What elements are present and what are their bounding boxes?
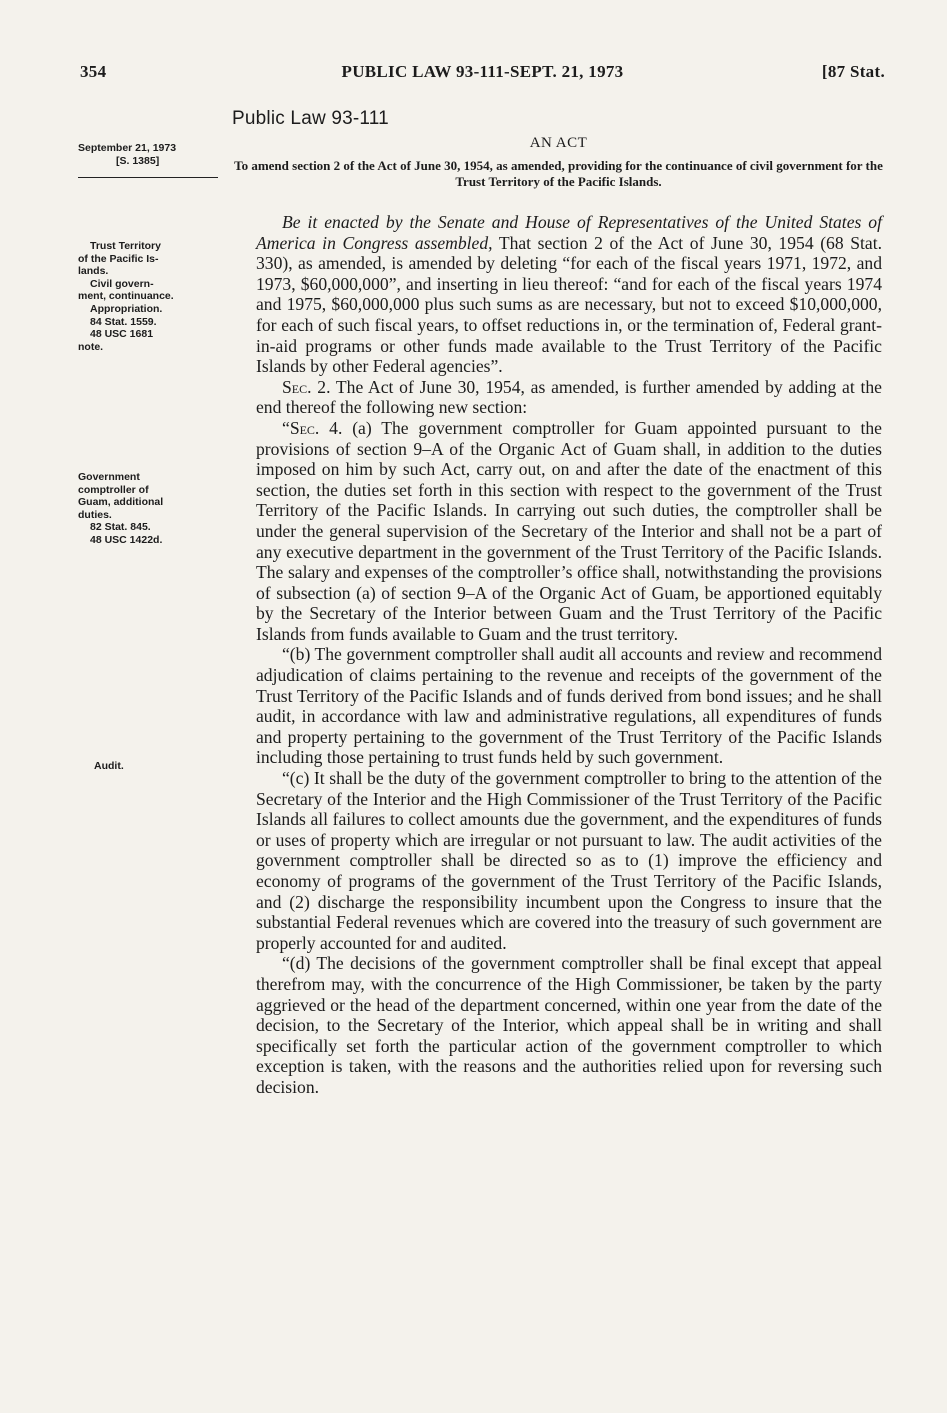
enactment-date: September 21, 1973 <box>78 142 177 154</box>
margin-note-line: Audit. <box>94 760 124 772</box>
an-act-heading: AN ACT <box>529 135 588 151</box>
margin-note-line: 48 USC 1681 <box>90 328 154 341</box>
act-caption: To amend section 2 of the Act of June 30, 1954, as amended, providing for the continuance of civil government for the Trust Territory of the Pacific Islands. <box>234 158 883 189</box>
margin-note-line: Civil govern- <box>90 277 154 290</box>
margin-note-trust-territory <box>78 240 218 353</box>
margin-note-line: 48 USC 1422d. <box>90 533 163 546</box>
act-body <box>256 212 882 1098</box>
section-2-text: The Act of June 30, 1954, as amended, is further amended by adding at the end thereof the following new section: <box>256 376 882 418</box>
margin-note-line: Trust Territory <box>90 240 161 252</box>
margin-note-line: Government <box>78 471 140 483</box>
section-2-paragraph <box>256 377 882 418</box>
date-divider <box>78 177 218 178</box>
section-4c-paragraph: “(c) It shall be the duty of the government comptroller to bring to the attention of the Secretary of the Interior and the High Commissioner of the Trust Territory of the Pacific Islands all failures to collect amounts due the government, and the expenditures of funds or uses of property which are irregular or not pursuant to law. The audit activities of the government comptroller shall be directed so as to (1) improve the efficiency and economy of programs of the government of the Trust Territory of the Pacific Islands, and (2) discharge the responsibility incumbent upon the Congress to insure that the substantial Federal revenues which are covered into the treasury of such government are properly accounted for and audited. <box>256 768 882 953</box>
enacting-clause: Be it enacted by the Senate and House of Representatives of the United States of America in Congress assembled, <box>256 212 882 253</box>
section-4b-paragraph: “(b) The government comptroller shall audit all accounts and review and recommend adjudication of claims pertaining to the revenue and receipts of the government of the Trust Territory of the Pacific Islands and of funds derived from bond issues; and he shall audit, in accordance with law and administrative regulations, all expenditures of funds and property pertaining to the government of the Trust Territory of the Pacific Islands including those pertaining to trust funds held by such government. <box>256 644 882 768</box>
margin-note-audit <box>94 760 234 773</box>
section-4-open-quote: “ <box>282 417 290 438</box>
running-title: PUBLIC LAW 93-111-SEPT. 21, 1973 <box>341 62 624 81</box>
section-4a-paragraph <box>256 418 882 645</box>
margin-note-line: note. <box>78 340 104 353</box>
section-4-label: Sec. 4. <box>289 417 343 438</box>
law-name: Public Law 93-111 <box>232 108 389 129</box>
section-4d-paragraph: “(d) The decisions of the government comptroller shall be final except that appeal therefrom may, with the concurrence of the High Commissioner, be taken by the party aggrieved or the head of the department concerned, within one year from the date of the decision, to the Secretary of the Interior, which appeal shall be in writing and shall specifically set forth the particular action of the government comptroller to which exception is taken, with the reasons and the authorities relied upon for reversing such decision. <box>256 953 882 1097</box>
margin-note-line: of the Pacific Is- <box>78 252 159 265</box>
margin-note-line: 84 Stat. 1559. <box>90 315 157 328</box>
margin-note-line: 82 Stat. 845. <box>90 521 151 534</box>
margin-note-line: lands. <box>78 265 109 278</box>
statute-volume: [87 Stat. <box>821 62 885 81</box>
margin-note-line: comptroller of <box>78 483 149 496</box>
margin-note-line: Guam, additional <box>78 496 164 509</box>
margin-note-line: ment, continuance. <box>78 290 174 303</box>
bill-number: [S. 1385] <box>116 155 160 167</box>
enacting-paragraph <box>256 212 882 377</box>
section-1-text: That section 2 of the Act of June 30, 1954 (68 Stat. 330), as amended, is amended by deleting “for each of the fiscal years 1971, 1972, and 1973, $60,000,000”, and inserting in lieu thereof: “and for each of the fiscal years 1974 and 1975, $60,000,000 plus such sums as are necessary, but not to exceed $10,000,000, for each of such fiscal years, to offset reductions in, or the termination of, Federal grant-in-aid programs or other funds made available to the Trust Territory of the Pacific Islands by other Federal agencies”. <box>256 232 882 377</box>
date-note <box>78 142 218 168</box>
page-number: 354 <box>80 62 107 81</box>
margin-note-line: Appropriation. <box>90 302 163 315</box>
section-4a-text: (a) The government comptroller for Guam appointed pursuant to the provisions of section 9–A of the Organic Act of Guam shall, in addition to the duties imposed on him by such Act, carry out, on and after the date of the enactment of this section, the duties set forth in this section with respect to the government of the Trust Territory of the Pacific Islands. In carrying out such duties, the comptroller shall be under the general supervision of the Secretary of the Interior and shall not be a part of any executive department in the government of the Trust Territory of the Pacific Islands. The salary and expenses of the comptroller’s office shall, notwithstanding the provisions of subsection (a) of section 9–A of the Organic Act of Guam, be apportioned equitably by the Secretary of the Interior between Guam and the Trust Territory of the Pacific Islands from funds available to Guam and the trust territory. <box>256 417 882 644</box>
margin-note-comptroller <box>78 471 218 547</box>
page-header <box>80 62 885 86</box>
section-2-label: Sec. 2. <box>282 376 331 397</box>
margin-note-line: duties. <box>78 508 112 521</box>
